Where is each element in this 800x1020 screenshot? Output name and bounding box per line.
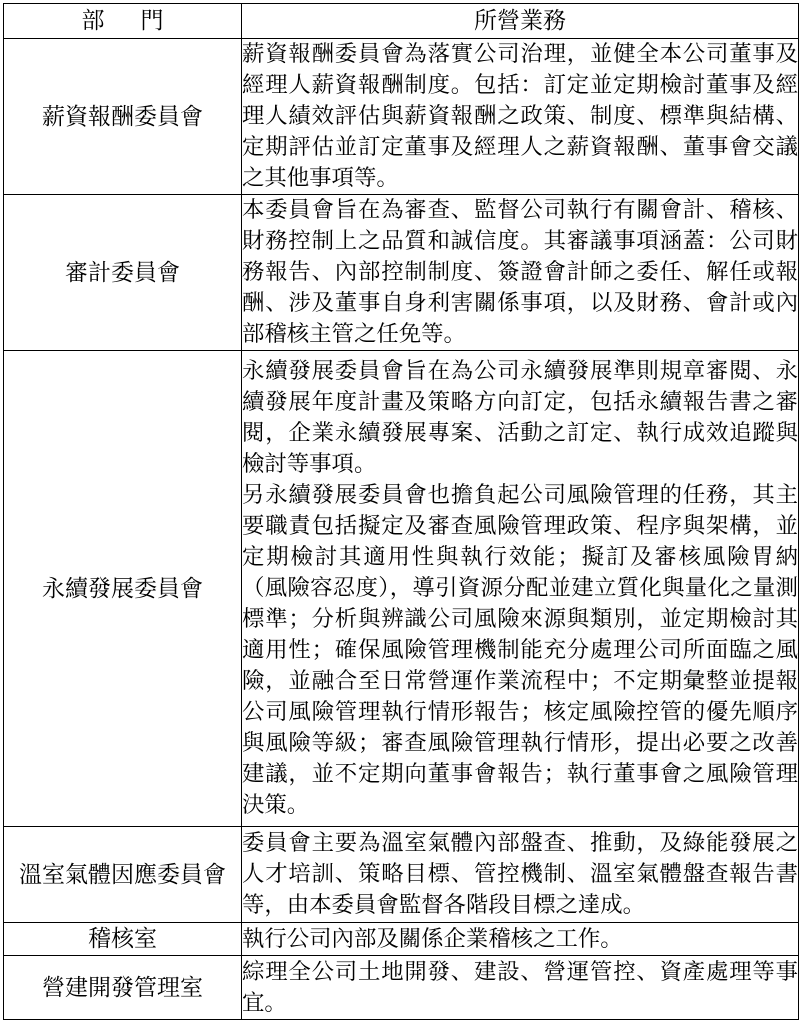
business-description [242,39,799,195]
business-description [242,351,799,827]
department-name: 薪資報酬委員會 [4,39,242,195]
department-name: 審計委員會 [4,195,242,351]
business-paragraph: 執行公司內部及關係企業稽核之工作。 [242,925,623,952]
business-description [242,195,799,351]
department-business-table [3,3,799,1020]
department-name: 稽核室 [4,923,242,956]
table-row [4,956,799,1020]
business-paragraph: 另永續發展委員會也擔負起公司風險管理的任務，其主要職責包括擬定及審查風險管理政策、程序與架構，並定期檢討其適用性與執行效能；擬訂及審核風險胃納（風險容忍度），導引資源分配並建立質化與量化之量測標準；分析與辨識公司風險來源與類別，並定期檢討其適用性；確保風險管理機制能充分處理公司所面臨之風險，並融合至日常營運作業流程中；不定期彙整並提報公司風險管理執行情形報告；核定風險控管的優先順序與風險等級；審查風險管理執行情形，提出必要之改善建議，並不定期向董事會報告；執行董事會之風險管理決策。 [242,482,798,818]
header-department: 部門 [4,4,242,39]
header-business: 所營業務 [242,4,799,39]
table-row [4,195,799,351]
business-paragraph: 永續發展委員會旨在為公司永續發展準則規章審閱、永續發展年度計畫及策略方向訂定，包括永續報告書之審閱，企業永續發展專案、活動之訂定、執行成效追蹤與檢討等事項。 [242,358,798,477]
table-row [4,351,799,827]
business-paragraph: 薪資報酬委員會為落實公司治理，並健全本公司董事及經理人薪資報酬制度。包括：訂定並定期檢討董事及經理人績效評估與薪資報酬之政策、制度、標準與結構、定期評估並訂定董事及經理人之薪資報酬、董事會交議之其他事項等。 [242,41,798,191]
department-name: 溫室氣體因應委員會 [4,827,242,923]
department-name: 永續發展委員會 [4,351,242,827]
table-row [4,827,799,923]
table-row [4,923,799,956]
business-paragraph: 本委員會旨在為審查、監督公司執行有關會計、稽核、財務控制上之品質和誠信度。其審議事項涵蓋：公司財務報告、內部控制制度、簽證會計師之委任、解任或報酬、涉及董事自身利害關係事項，以及財務、會計或內部稽核主管之任免等。 [242,197,798,347]
business-description [242,827,799,923]
department-name: 營建開發管理室 [4,956,242,1020]
table-header-row [4,4,799,39]
business-description [242,923,799,956]
business-description [242,956,799,1020]
business-paragraph: 綜理全公司土地開發、建設、營運管控、資產處理等事宜。 [242,958,798,1016]
table-row [4,39,799,195]
business-paragraph: 委員會主要為溫室氣體內部盤查、推動，及綠能發展之人才培訓、策略目標、管控機制、溫室氣體盤查報告書等，由本委員會監督各階段目標之達成。 [242,830,798,918]
